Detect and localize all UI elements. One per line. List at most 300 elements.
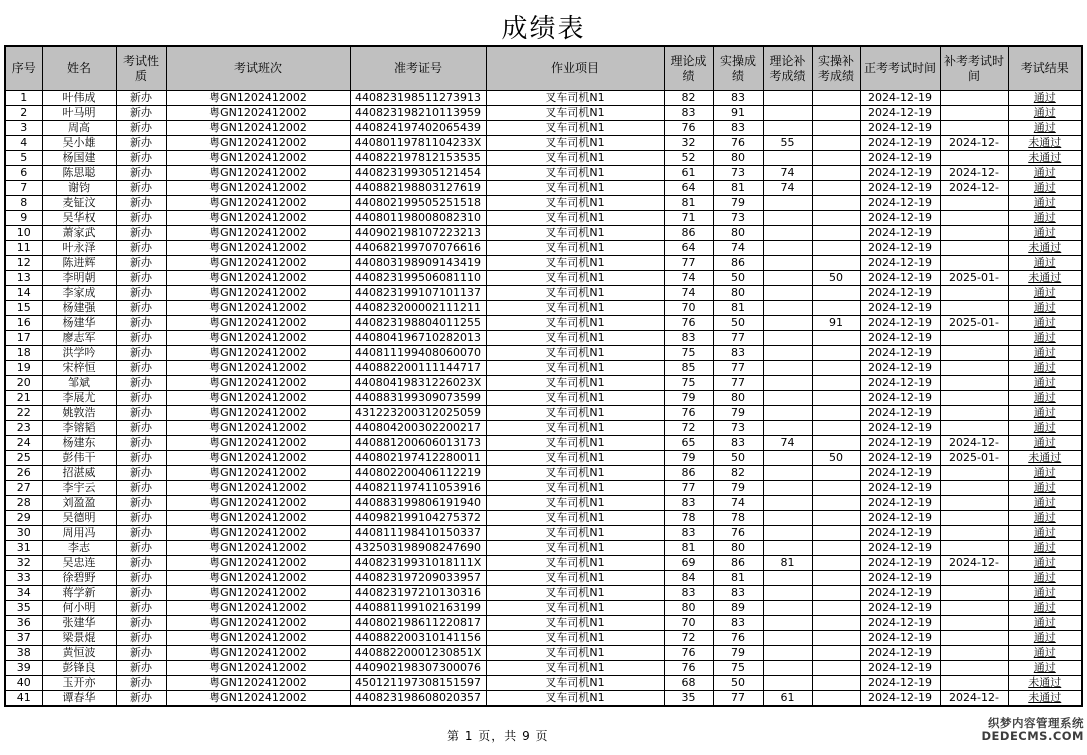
table-header-row xyxy=(5,46,1082,91)
cell-exam-nature: 新办 xyxy=(116,271,166,286)
cell-practical-makeup-score xyxy=(812,136,860,151)
cell-makeup-exam-date xyxy=(940,496,1008,511)
cell-makeup-exam-date xyxy=(940,421,1008,436)
cell-practical-score: 74 xyxy=(713,496,763,511)
column-header-theory-score: 理论成绩 xyxy=(664,46,713,91)
cell-exam-result: 通过 xyxy=(1008,661,1082,676)
table-row xyxy=(5,91,1082,106)
cell-practical-score: 80 xyxy=(713,286,763,301)
cell-name: 邹斌 xyxy=(42,376,116,391)
cell-ticket-no: 431223200312025059 xyxy=(350,406,486,421)
cell-exam-class: 粤GN1202412002 xyxy=(166,226,350,241)
header-row xyxy=(5,46,1082,91)
cell-theory-makeup-score xyxy=(763,616,812,631)
cell-practical-score: 91 xyxy=(713,106,763,121)
cell-exam-nature: 新办 xyxy=(116,391,166,406)
cell-practical-makeup-score xyxy=(812,481,860,496)
cell-makeup-exam-date xyxy=(940,286,1008,301)
cell-makeup-exam-date xyxy=(940,466,1008,481)
cell-theory-makeup-score xyxy=(763,631,812,646)
cell-practical-makeup-score xyxy=(812,331,860,346)
cell-practical-score: 73 xyxy=(713,421,763,436)
cell-ticket-no: 44088220001230851X xyxy=(350,646,486,661)
cell-theory-score: 76 xyxy=(664,646,713,661)
table-row xyxy=(5,181,1082,196)
cell-exam-result: 通过 xyxy=(1008,301,1082,316)
cell-exam-result: 通过 xyxy=(1008,211,1082,226)
cell-exam-date: 2024-12-19 xyxy=(860,316,940,331)
cell-exam-nature: 新办 xyxy=(116,241,166,256)
cell-work-item: 叉车司机N1 xyxy=(486,511,664,526)
column-header-practical-score: 实操成绩 xyxy=(713,46,763,91)
cell-theory-score: 72 xyxy=(664,421,713,436)
cell-exam-result: 通过 xyxy=(1008,391,1082,406)
cell-practical-makeup-score xyxy=(812,361,860,376)
table-row xyxy=(5,166,1082,181)
cell-makeup-exam-date xyxy=(940,211,1008,226)
cell-theory-score: 84 xyxy=(664,571,713,586)
cell-exam-result: 通过 xyxy=(1008,511,1082,526)
cell-exam-result: 通过 xyxy=(1008,571,1082,586)
cell-work-item: 叉车司机N1 xyxy=(486,361,664,376)
cell-theory-score: 65 xyxy=(664,436,713,451)
cell-theory-score: 85 xyxy=(664,361,713,376)
cell-exam-nature: 新办 xyxy=(116,226,166,241)
cell-exam-date: 2024-12-19 xyxy=(860,196,940,211)
cell-work-item: 叉车司机N1 xyxy=(486,91,664,106)
cell-ticket-no: 440822197812153535 xyxy=(350,151,486,166)
cell-exam-nature: 新办 xyxy=(116,586,166,601)
cell-index: 8 xyxy=(5,196,42,211)
cell-exam-nature: 新办 xyxy=(116,571,166,586)
cell-exam-date: 2024-12-19 xyxy=(860,436,940,451)
cell-work-item: 叉车司机N1 xyxy=(486,421,664,436)
cell-exam-nature: 新办 xyxy=(116,691,166,707)
cell-practical-score: 76 xyxy=(713,526,763,541)
cell-practical-score: 79 xyxy=(713,481,763,496)
cell-ticket-no: 440881200606013173 xyxy=(350,436,486,451)
table-row xyxy=(5,421,1082,436)
cell-theory-score: 76 xyxy=(664,406,713,421)
watermark-line-cn: 织梦内容管理系统 xyxy=(988,716,1084,730)
column-header-exam-nature: 考试性质 xyxy=(116,46,166,91)
cell-work-item: 叉车司机N1 xyxy=(486,436,664,451)
cell-makeup-exam-date xyxy=(940,361,1008,376)
cell-exam-date: 2024-12-19 xyxy=(860,676,940,691)
cell-name: 刘盈盈 xyxy=(42,496,116,511)
cell-makeup-exam-date xyxy=(940,346,1008,361)
cell-name: 周用冯 xyxy=(42,526,116,541)
cell-makeup-exam-date: 2024-12- xyxy=(940,166,1008,181)
cell-ticket-no: 440882200310141156 xyxy=(350,631,486,646)
cell-exam-result: 通过 xyxy=(1008,256,1082,271)
cell-theory-score: 80 xyxy=(664,601,713,616)
cell-exam-result: 通过 xyxy=(1008,541,1082,556)
cell-theory-score: 83 xyxy=(664,106,713,121)
cell-work-item: 叉车司机N1 xyxy=(486,571,664,586)
cell-theory-score: 72 xyxy=(664,631,713,646)
cell-theory-makeup-score xyxy=(763,301,812,316)
cell-theory-score: 86 xyxy=(664,466,713,481)
cell-theory-score: 71 xyxy=(664,211,713,226)
cell-name: 吴德明 xyxy=(42,511,116,526)
cell-work-item: 叉车司机N1 xyxy=(486,181,664,196)
cell-exam-nature: 新办 xyxy=(116,136,166,151)
cell-work-item: 叉车司机N1 xyxy=(486,106,664,121)
cell-work-item: 叉车司机N1 xyxy=(486,316,664,331)
cell-work-item: 叉车司机N1 xyxy=(486,346,664,361)
cell-name: 周高 xyxy=(42,121,116,136)
cell-exam-date: 2024-12-19 xyxy=(860,121,940,136)
cell-name: 吴忠连 xyxy=(42,556,116,571)
table-row xyxy=(5,601,1082,616)
cell-practical-makeup-score xyxy=(812,121,860,136)
cell-practical-makeup-score xyxy=(812,376,860,391)
cell-theory-makeup-score xyxy=(763,391,812,406)
cell-work-item: 叉车司机N1 xyxy=(486,151,664,166)
table-row xyxy=(5,151,1082,166)
cell-index: 2 xyxy=(5,106,42,121)
cell-exam-nature: 新办 xyxy=(116,121,166,136)
cell-practical-score: 80 xyxy=(713,151,763,166)
cell-name: 黄恒波 xyxy=(42,646,116,661)
cell-makeup-exam-date xyxy=(940,301,1008,316)
cell-index: 25 xyxy=(5,451,42,466)
cell-makeup-exam-date xyxy=(940,391,1008,406)
cell-theory-score: 83 xyxy=(664,586,713,601)
cell-work-item: 叉车司机N1 xyxy=(486,331,664,346)
cell-exam-class: 粤GN1202412002 xyxy=(166,436,350,451)
cell-practical-makeup-score xyxy=(812,211,860,226)
cell-ticket-no: 440982199104275372 xyxy=(350,511,486,526)
cell-work-item: 叉车司机N1 xyxy=(486,166,664,181)
cell-exam-class: 粤GN1202412002 xyxy=(166,676,350,691)
cell-theory-makeup-score xyxy=(763,241,812,256)
cell-work-item: 叉车司机N1 xyxy=(486,466,664,481)
cell-ticket-no: 440804200302200217 xyxy=(350,421,486,436)
cell-exam-result: 通过 xyxy=(1008,376,1082,391)
cell-practical-makeup-score xyxy=(812,571,860,586)
cell-exam-class: 粤GN1202412002 xyxy=(166,571,350,586)
cell-exam-nature: 新办 xyxy=(116,151,166,166)
cell-theory-makeup-score xyxy=(763,496,812,511)
cell-practical-makeup-score xyxy=(812,241,860,256)
cell-practical-score: 50 xyxy=(713,316,763,331)
cell-work-item: 叉车司机N1 xyxy=(486,586,664,601)
cell-makeup-exam-date xyxy=(940,91,1008,106)
cell-exam-nature: 新办 xyxy=(116,481,166,496)
cell-ticket-no: 440902198307300076 xyxy=(350,661,486,676)
cell-theory-makeup-score xyxy=(763,676,812,691)
cell-makeup-exam-date xyxy=(940,646,1008,661)
cell-exam-date: 2024-12-19 xyxy=(860,106,940,121)
cell-exam-date: 2024-12-19 xyxy=(860,511,940,526)
cell-exam-class: 粤GN1202412002 xyxy=(166,316,350,331)
cell-index: 1 xyxy=(5,91,42,106)
cell-ticket-no: 450121197308151597 xyxy=(350,676,486,691)
table-row xyxy=(5,121,1082,136)
cell-exam-class: 粤GN1202412002 xyxy=(166,601,350,616)
cell-name: 麦钲汶 xyxy=(42,196,116,211)
cell-exam-nature: 新办 xyxy=(116,631,166,646)
cell-index: 23 xyxy=(5,421,42,436)
cell-practical-score: 79 xyxy=(713,196,763,211)
cell-exam-nature: 新办 xyxy=(116,346,166,361)
cell-ticket-no: 440882198803127619 xyxy=(350,181,486,196)
cell-makeup-exam-date xyxy=(940,376,1008,391)
cell-theory-makeup-score xyxy=(763,286,812,301)
cell-theory-score: 70 xyxy=(664,301,713,316)
cell-theory-score: 83 xyxy=(664,331,713,346)
cell-exam-nature: 新办 xyxy=(116,406,166,421)
cell-index: 33 xyxy=(5,571,42,586)
cell-exam-result: 未通过 xyxy=(1008,451,1082,466)
cell-practical-score: 75 xyxy=(713,661,763,676)
cell-theory-makeup-score xyxy=(763,541,812,556)
cell-makeup-exam-date xyxy=(940,616,1008,631)
cell-name: 吴华权 xyxy=(42,211,116,226)
cell-theory-makeup-score xyxy=(763,646,812,661)
cell-makeup-exam-date xyxy=(940,586,1008,601)
cell-name: 招湛威 xyxy=(42,466,116,481)
cell-index: 22 xyxy=(5,406,42,421)
cell-exam-result: 通过 xyxy=(1008,481,1082,496)
cell-index: 21 xyxy=(5,391,42,406)
cell-practical-score: 86 xyxy=(713,256,763,271)
cell-practical-makeup-score xyxy=(812,436,860,451)
cell-exam-class: 粤GN1202412002 xyxy=(166,526,350,541)
cell-index: 30 xyxy=(5,526,42,541)
cell-practical-makeup-score xyxy=(812,406,860,421)
cell-work-item: 叉车司机N1 xyxy=(486,601,664,616)
cell-work-item: 叉车司机N1 xyxy=(486,241,664,256)
cell-makeup-exam-date xyxy=(940,256,1008,271)
table-row xyxy=(5,391,1082,406)
cell-exam-date: 2024-12-19 xyxy=(860,571,940,586)
cell-theory-makeup-score xyxy=(763,661,812,676)
cell-theory-makeup-score xyxy=(763,271,812,286)
cell-theory-makeup-score xyxy=(763,91,812,106)
cell-exam-result: 通过 xyxy=(1008,331,1082,346)
cell-ticket-no: 440823199506081110 xyxy=(350,271,486,286)
cell-work-item: 叉车司机N1 xyxy=(486,391,664,406)
cell-work-item: 叉车司机N1 xyxy=(486,211,664,226)
cell-makeup-exam-date xyxy=(940,511,1008,526)
cell-index: 17 xyxy=(5,331,42,346)
cell-makeup-exam-date xyxy=(940,631,1008,646)
cell-name: 吴小雄 xyxy=(42,136,116,151)
cell-practical-score: 78 xyxy=(713,511,763,526)
table-row xyxy=(5,136,1082,151)
cell-makeup-exam-date xyxy=(940,541,1008,556)
watermark-line-en: DEDECMS.COM xyxy=(981,729,1084,743)
cell-practical-makeup-score xyxy=(812,511,860,526)
cell-exam-class: 粤GN1202412002 xyxy=(166,211,350,226)
cell-name: 杨建强 xyxy=(42,301,116,316)
cell-exam-class: 粤GN1202412002 xyxy=(166,301,350,316)
cell-index: 18 xyxy=(5,346,42,361)
cell-work-item: 叉车司机N1 xyxy=(486,271,664,286)
table-row xyxy=(5,631,1082,646)
cell-exam-nature: 新办 xyxy=(116,331,166,346)
cell-index: 40 xyxy=(5,676,42,691)
cell-ticket-no: 440682199707076616 xyxy=(350,241,486,256)
cell-ticket-no: 440823200002111211 xyxy=(350,301,486,316)
cell-index: 20 xyxy=(5,376,42,391)
cell-ticket-no: 440802200406112219 xyxy=(350,466,486,481)
cell-ticket-no: 440802198611220817 xyxy=(350,616,486,631)
cell-exam-class: 粤GN1202412002 xyxy=(166,376,350,391)
cell-exam-nature: 新办 xyxy=(116,196,166,211)
cell-exam-nature: 新办 xyxy=(116,661,166,676)
cell-theory-makeup-score xyxy=(763,526,812,541)
cell-theory-score: 83 xyxy=(664,496,713,511)
cell-practical-score: 73 xyxy=(713,166,763,181)
cell-theory-score: 68 xyxy=(664,676,713,691)
cell-practical-score: 50 xyxy=(713,271,763,286)
cell-exam-result: 通过 xyxy=(1008,616,1082,631)
cell-practical-makeup-score xyxy=(812,301,860,316)
cell-exam-date: 2024-12-19 xyxy=(860,211,940,226)
cell-theory-makeup-score xyxy=(763,331,812,346)
table-row xyxy=(5,571,1082,586)
dedecms-watermark xyxy=(982,717,1085,743)
cell-exam-date: 2024-12-19 xyxy=(860,601,940,616)
cell-theory-score: 69 xyxy=(664,556,713,571)
cell-practical-makeup-score xyxy=(812,631,860,646)
table-row xyxy=(5,541,1082,556)
cell-exam-nature: 新办 xyxy=(116,511,166,526)
cell-index: 34 xyxy=(5,586,42,601)
cell-exam-class: 粤GN1202412002 xyxy=(166,106,350,121)
cell-index: 36 xyxy=(5,616,42,631)
cell-practical-makeup-score xyxy=(812,256,860,271)
cell-makeup-exam-date xyxy=(940,241,1008,256)
cell-name: 叶马明 xyxy=(42,106,116,121)
table-row xyxy=(5,211,1082,226)
cell-exam-class: 粤GN1202412002 xyxy=(166,646,350,661)
table-row xyxy=(5,301,1082,316)
cell-practical-score: 83 xyxy=(713,346,763,361)
cell-practical-makeup-score xyxy=(812,196,860,211)
cell-theory-score: 76 xyxy=(664,121,713,136)
cell-work-item: 叉车司机N1 xyxy=(486,661,664,676)
cell-practical-score: 89 xyxy=(713,601,763,616)
cell-exam-class: 粤GN1202412002 xyxy=(166,451,350,466)
cell-makeup-exam-date xyxy=(940,571,1008,586)
cell-exam-class: 粤GN1202412002 xyxy=(166,586,350,601)
cell-work-item: 叉车司机N1 xyxy=(486,301,664,316)
cell-exam-result: 未通过 xyxy=(1008,151,1082,166)
table-row xyxy=(5,271,1082,286)
cell-theory-makeup-score xyxy=(763,421,812,436)
cell-theory-score: 78 xyxy=(664,511,713,526)
cell-work-item: 叉车司机N1 xyxy=(486,451,664,466)
cell-theory-score: 76 xyxy=(664,316,713,331)
cell-ticket-no: 440811199408060070 xyxy=(350,346,486,361)
cell-ticket-no: 440802197412280011 xyxy=(350,451,486,466)
cell-theory-score: 61 xyxy=(664,166,713,181)
cell-exam-result: 未通过 xyxy=(1008,241,1082,256)
cell-exam-date: 2024-12-19 xyxy=(860,481,940,496)
cell-exam-nature: 新办 xyxy=(116,421,166,436)
cell-index: 14 xyxy=(5,286,42,301)
cell-practical-makeup-score xyxy=(812,676,860,691)
cell-exam-result: 通过 xyxy=(1008,601,1082,616)
cell-exam-date: 2024-12-19 xyxy=(860,331,940,346)
cell-exam-date: 2024-12-19 xyxy=(860,151,940,166)
cell-index: 7 xyxy=(5,181,42,196)
column-header-exam-date: 正考考试时间 xyxy=(860,46,940,91)
cell-index: 4 xyxy=(5,136,42,151)
table-row xyxy=(5,451,1082,466)
score-table xyxy=(4,45,1083,707)
cell-ticket-no: 440804196710282013 xyxy=(350,331,486,346)
cell-exam-date: 2024-12-19 xyxy=(860,421,940,436)
cell-exam-result: 通过 xyxy=(1008,286,1082,301)
cell-name: 彭锋良 xyxy=(42,661,116,676)
cell-theory-score: 32 xyxy=(664,136,713,151)
cell-ticket-no: 440883199309073599 xyxy=(350,391,486,406)
cell-work-item: 叉车司机N1 xyxy=(486,481,664,496)
cell-ticket-no: 44082319931018111X xyxy=(350,556,486,571)
cell-exam-date: 2024-12-19 xyxy=(860,496,940,511)
cell-ticket-no: 432503198908247690 xyxy=(350,541,486,556)
cell-practical-makeup-score xyxy=(812,661,860,676)
cell-practical-score: 74 xyxy=(713,241,763,256)
cell-exam-date: 2024-12-19 xyxy=(860,91,940,106)
cell-exam-result: 通过 xyxy=(1008,166,1082,181)
table-row xyxy=(5,586,1082,601)
cell-practical-makeup-score xyxy=(812,541,860,556)
cell-exam-nature: 新办 xyxy=(116,616,166,631)
cell-makeup-exam-date xyxy=(940,481,1008,496)
cell-exam-nature: 新办 xyxy=(116,376,166,391)
cell-exam-nature: 新办 xyxy=(116,496,166,511)
cell-name: 萧家武 xyxy=(42,226,116,241)
cell-practical-makeup-score xyxy=(812,151,860,166)
cell-practical-makeup-score xyxy=(812,226,860,241)
cell-practical-score: 80 xyxy=(713,541,763,556)
cell-exam-result: 通过 xyxy=(1008,181,1082,196)
cell-makeup-exam-date xyxy=(940,196,1008,211)
cell-index: 24 xyxy=(5,436,42,451)
cell-name: 李镕韬 xyxy=(42,421,116,436)
cell-theory-makeup-score: 74 xyxy=(763,166,812,181)
cell-exam-class: 粤GN1202412002 xyxy=(166,166,350,181)
cell-theory-makeup-score xyxy=(763,571,812,586)
cell-theory-score: 81 xyxy=(664,196,713,211)
table-row xyxy=(5,466,1082,481)
cell-exam-nature: 新办 xyxy=(116,286,166,301)
cell-name: 徐碧野 xyxy=(42,571,116,586)
cell-name: 李明朝 xyxy=(42,271,116,286)
cell-theory-makeup-score xyxy=(763,376,812,391)
cell-exam-result: 通过 xyxy=(1008,196,1082,211)
cell-exam-class: 粤GN1202412002 xyxy=(166,196,350,211)
cell-work-item: 叉车司机N1 xyxy=(486,286,664,301)
table-row xyxy=(5,196,1082,211)
cell-theory-makeup-score xyxy=(763,211,812,226)
cell-theory-makeup-score xyxy=(763,511,812,526)
cell-exam-nature: 新办 xyxy=(116,541,166,556)
page-indicator: 第 1 页，共 9 页 xyxy=(447,729,549,743)
cell-practical-makeup-score xyxy=(812,346,860,361)
column-header-practical-makeup-score: 实操补考成绩 xyxy=(812,46,860,91)
cell-theory-makeup-score xyxy=(763,121,812,136)
cell-theory-makeup-score: 61 xyxy=(763,691,812,707)
cell-practical-makeup-score: 50 xyxy=(812,451,860,466)
